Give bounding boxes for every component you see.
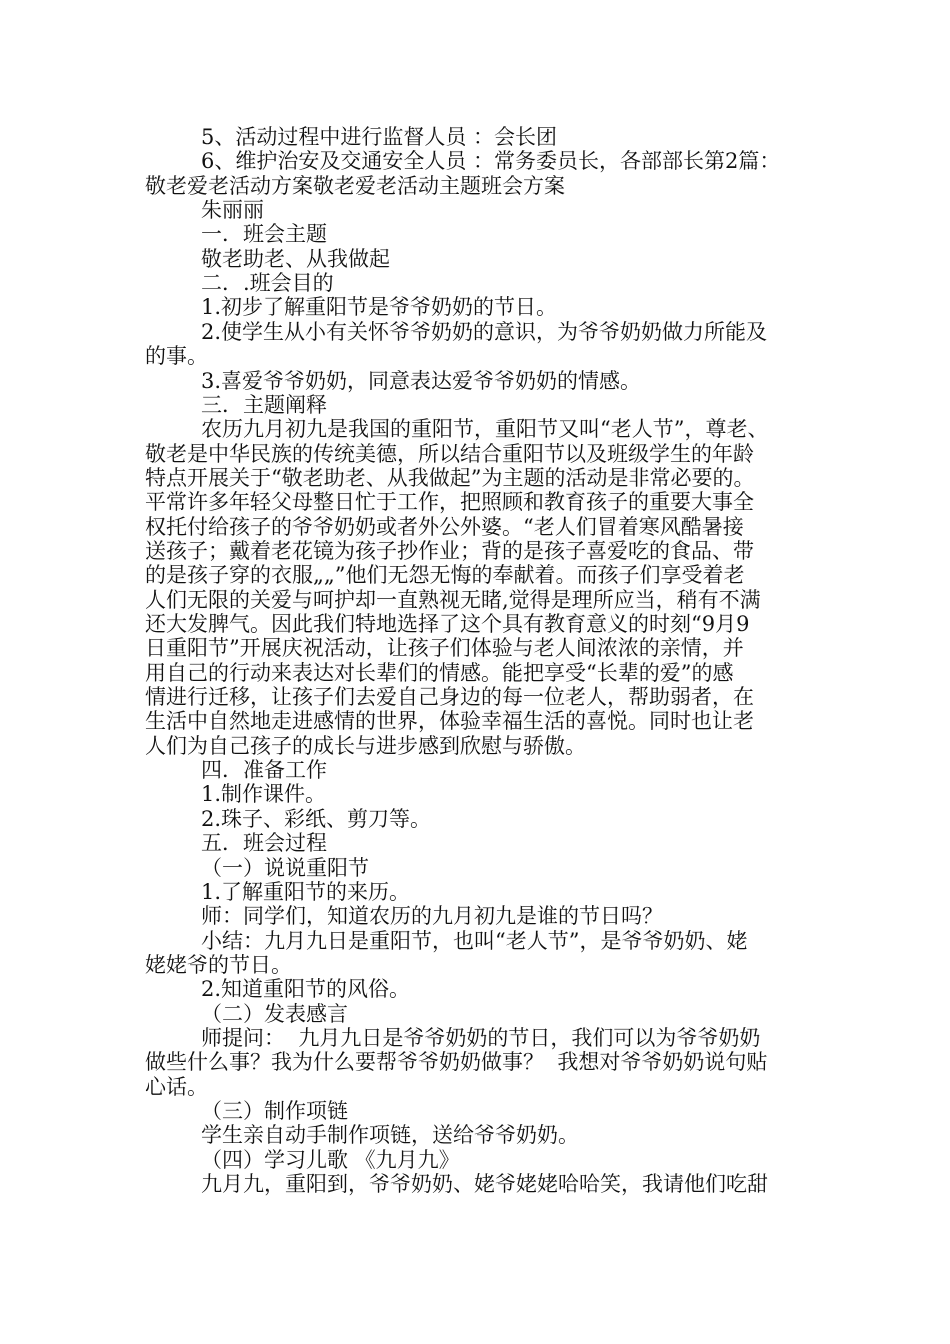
- text-line: 敬老是中华民族的传统美德，所以结合重阳节以及班级学生的年龄: [145, 441, 754, 466]
- text-line: 朱丽丽: [201, 198, 264, 223]
- text-line: 敬老爱老活动方案敬老爱老活动主题班会方案: [145, 173, 565, 198]
- text-line: 权托付给孩子的爷爷奶奶或者外公外婆。“老人们冒着寒风酷暑接: [145, 514, 744, 539]
- text-line: 情进行迁移，让孩子们去爱自己身边的每一位老人，帮助弱者，在: [145, 685, 754, 710]
- text-line: 敬老助老、从我做起: [201, 246, 390, 271]
- text-line: 三．主题阐释: [201, 392, 327, 417]
- text-line: 5、活动过程中进行监督人员 ：会长团: [201, 125, 558, 149]
- text-line: 做些什么事？我为什么要帮爷爷奶奶做事？ 我想对爷爷奶奶说句贴: [145, 1050, 768, 1075]
- text-line: 2.珠子、彩纸、剪刀等。: [201, 806, 432, 831]
- text-line: 师：同学们，知道农历的九月初九是谁的节日吗？: [201, 904, 663, 929]
- text-line: 的是孩子穿的衣服„„”他们无怨无悔的奉献着。而孩子们享受着老: [145, 563, 745, 588]
- text-line: 还大发脾气。因此我们特地选择了这个具有教育意义的时刻“9月9: [145, 612, 750, 636]
- text-line: 人们为自己孩子的成长与进步感到欣慰与骄傲。: [145, 733, 586, 758]
- text-line: （二）发表感言: [201, 1001, 348, 1026]
- text-line: 姥姥爷的节日。: [145, 952, 292, 977]
- text-line: 2.知道重阳节的风俗。: [201, 977, 411, 1002]
- text-line: 1.了解重阳节的来历。: [201, 879, 411, 904]
- text-line: 日重阳节”开展庆祝活动，让孩子们体验与老人间浓浓的亲情，并: [145, 636, 744, 661]
- text-line: 一．班会主题: [201, 222, 327, 247]
- text-line: （一）说说重阳节: [201, 855, 369, 880]
- text-line: 四．准备工作: [201, 758, 327, 783]
- text-line: 五．班会过程: [201, 831, 327, 856]
- text-line: （三）制作项链: [201, 1099, 348, 1123]
- text-line: 人们无限的关爱与呵护却一直熟视无睹,觉得是理所应当，稍有不满: [145, 587, 761, 612]
- text-line: 心话。: [145, 1074, 208, 1099]
- text-line: 6、维护治安及交通安全人员 ：常务委员长，各部部长第2篇：: [201, 149, 781, 174]
- text-line: 学生亲自动手制作项链，送给爷爷奶奶。: [201, 1123, 579, 1148]
- text-line: 平常许多年轻父母整日忙于工作，把照顾和教育孩子的重要大事全: [145, 490, 754, 515]
- text-line: 用自己的行动来表达对长辈们的情感。能把享受“长辈的爱”的感: [145, 660, 734, 685]
- text-line: 特点开展关于“敬老助老、从我做起”为主题的活动是非常必要的。: [145, 465, 755, 490]
- text-line: 生活中自然地走进感情的世界，体验幸福生活的喜悦。同时也让老: [145, 709, 754, 734]
- text-line: 农历九月初九是我国的重阳节，重阳节又叫“老人节”，尊老、: [201, 417, 769, 442]
- text-line: 小结：九月九日是重阳节，也叫“老人节”，是爷爷奶奶、姥: [201, 928, 748, 953]
- text-line: 1.制作课件。: [201, 782, 327, 807]
- text-line: 送孩子；戴着老花镜为孩子抄作业；背的是孩子喜爱吃的食品、带: [145, 538, 754, 563]
- text-line: 2.使学生从小有关怀爷爷奶奶的意识，为爷爷奶奶做力所能及: [201, 319, 768, 344]
- text-line: （四）学习儿歌 《九月九》: [201, 1147, 460, 1172]
- text-line: 九月九，重阳到，爷爷奶奶、姥爷姥姥哈哈笑，我请他们吃甜: [201, 1172, 768, 1197]
- text-line: 二．.班会目的: [201, 271, 334, 296]
- text-line: 3.喜爱爷爷奶奶，同意表达爱爷爷奶奶的情感。: [201, 368, 642, 393]
- text-line: 师提问： 九月九日是爷爷奶奶的节日，我们可以为爷爷奶奶: [201, 1025, 761, 1050]
- text-line: 的事。: [145, 344, 208, 369]
- text-line: 1.初步了解重阳节是爷爷奶奶的节日。: [201, 295, 558, 320]
